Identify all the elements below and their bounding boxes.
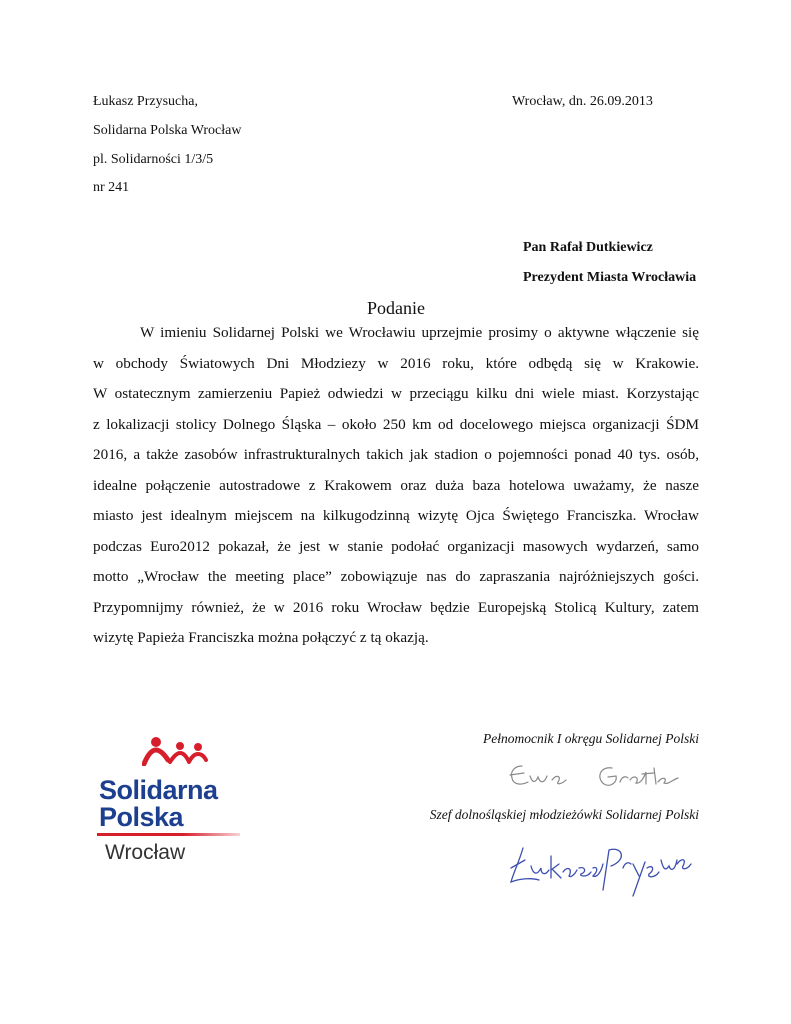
sender-address: pl. Solidarności 1/3/5	[93, 152, 214, 167]
sender-name: Łukasz Przysucha,	[93, 94, 198, 109]
body-line: Przypomnijmy również, że w 2016 roku Wrocław będzie Europejską Stolicą Kultury, zatem	[93, 599, 699, 616]
recipient-name: Pan Rafał Dutkiewicz	[523, 240, 653, 255]
body-line: W ostatecznym zamierzeniu Papież odwiedzi w przeciągu kilku dni wiele miast. Korzystając	[93, 385, 699, 402]
logo-line-polska: Polska	[99, 802, 184, 832]
place-date: Wrocław, dn. 26.09.2013	[512, 94, 653, 109]
signature-role-2: Szef dolnośląskiej młodzieżówki Solidarnej Polski	[429, 807, 699, 822]
body-line: 2016, a także zasobów infrastrukturalnych takich jak stadion o pojemności ponad 40 tys. osób,	[93, 446, 699, 463]
people-figures-icon	[142, 736, 212, 766]
signature-lukasz-przysucha	[505, 838, 695, 900]
body-line: W imieniu Solidarnej Polski we Wrocławiu uprzejmie prosimy o aktywne włączenie się	[140, 324, 699, 341]
body-line: w obchody Światowych Dni Młodziezy w 2016 roku, które odbędą się w Krakowie.	[93, 355, 699, 372]
body-line: wizytę Papieża Franciszka można połączyć z tą okazją.	[93, 629, 429, 646]
body-line: miasto jest idealnym miejscem na kilkugodzinną wizytę Ojca Świętego Franciszka. Wrocław	[93, 507, 699, 524]
signature-ewa-gratek	[500, 758, 685, 794]
sender-organization: Solidarna Polska Wrocław	[93, 123, 242, 138]
logo-line-wroclaw: Wrocław	[105, 841, 186, 864]
body-line: podczas Euro2012 pokazał, że jest w stanie podołać organizacji masowych wydarzeń, samo	[93, 538, 699, 555]
solidarna-polska-logo	[92, 730, 242, 870]
logo-line-solidarna: Solidarna	[99, 775, 218, 805]
recipient-title: Prezydent Miasta Wrocławia	[523, 270, 697, 285]
document-title: Podanie	[367, 298, 425, 318]
sender-number: nr 241	[93, 180, 130, 195]
body-line: motto „Wrocław the meeting place” zobowiązuje nas do zapraszania najróżniejszych gości.	[93, 568, 699, 585]
body-line: idealne połączenie autostradowe z Krakowem oraz duża baza hotelowa uważamy, że nasze	[93, 477, 699, 494]
body-line: z lokalizacji stolicy Dolnego Śląska – około 250 km od docelowego miejsca organizacji ŚDM	[93, 416, 699, 433]
logo-divider	[97, 833, 240, 836]
signature-role-1: Pełnomocnik I okręgu Solidarnej Polski	[483, 731, 699, 746]
